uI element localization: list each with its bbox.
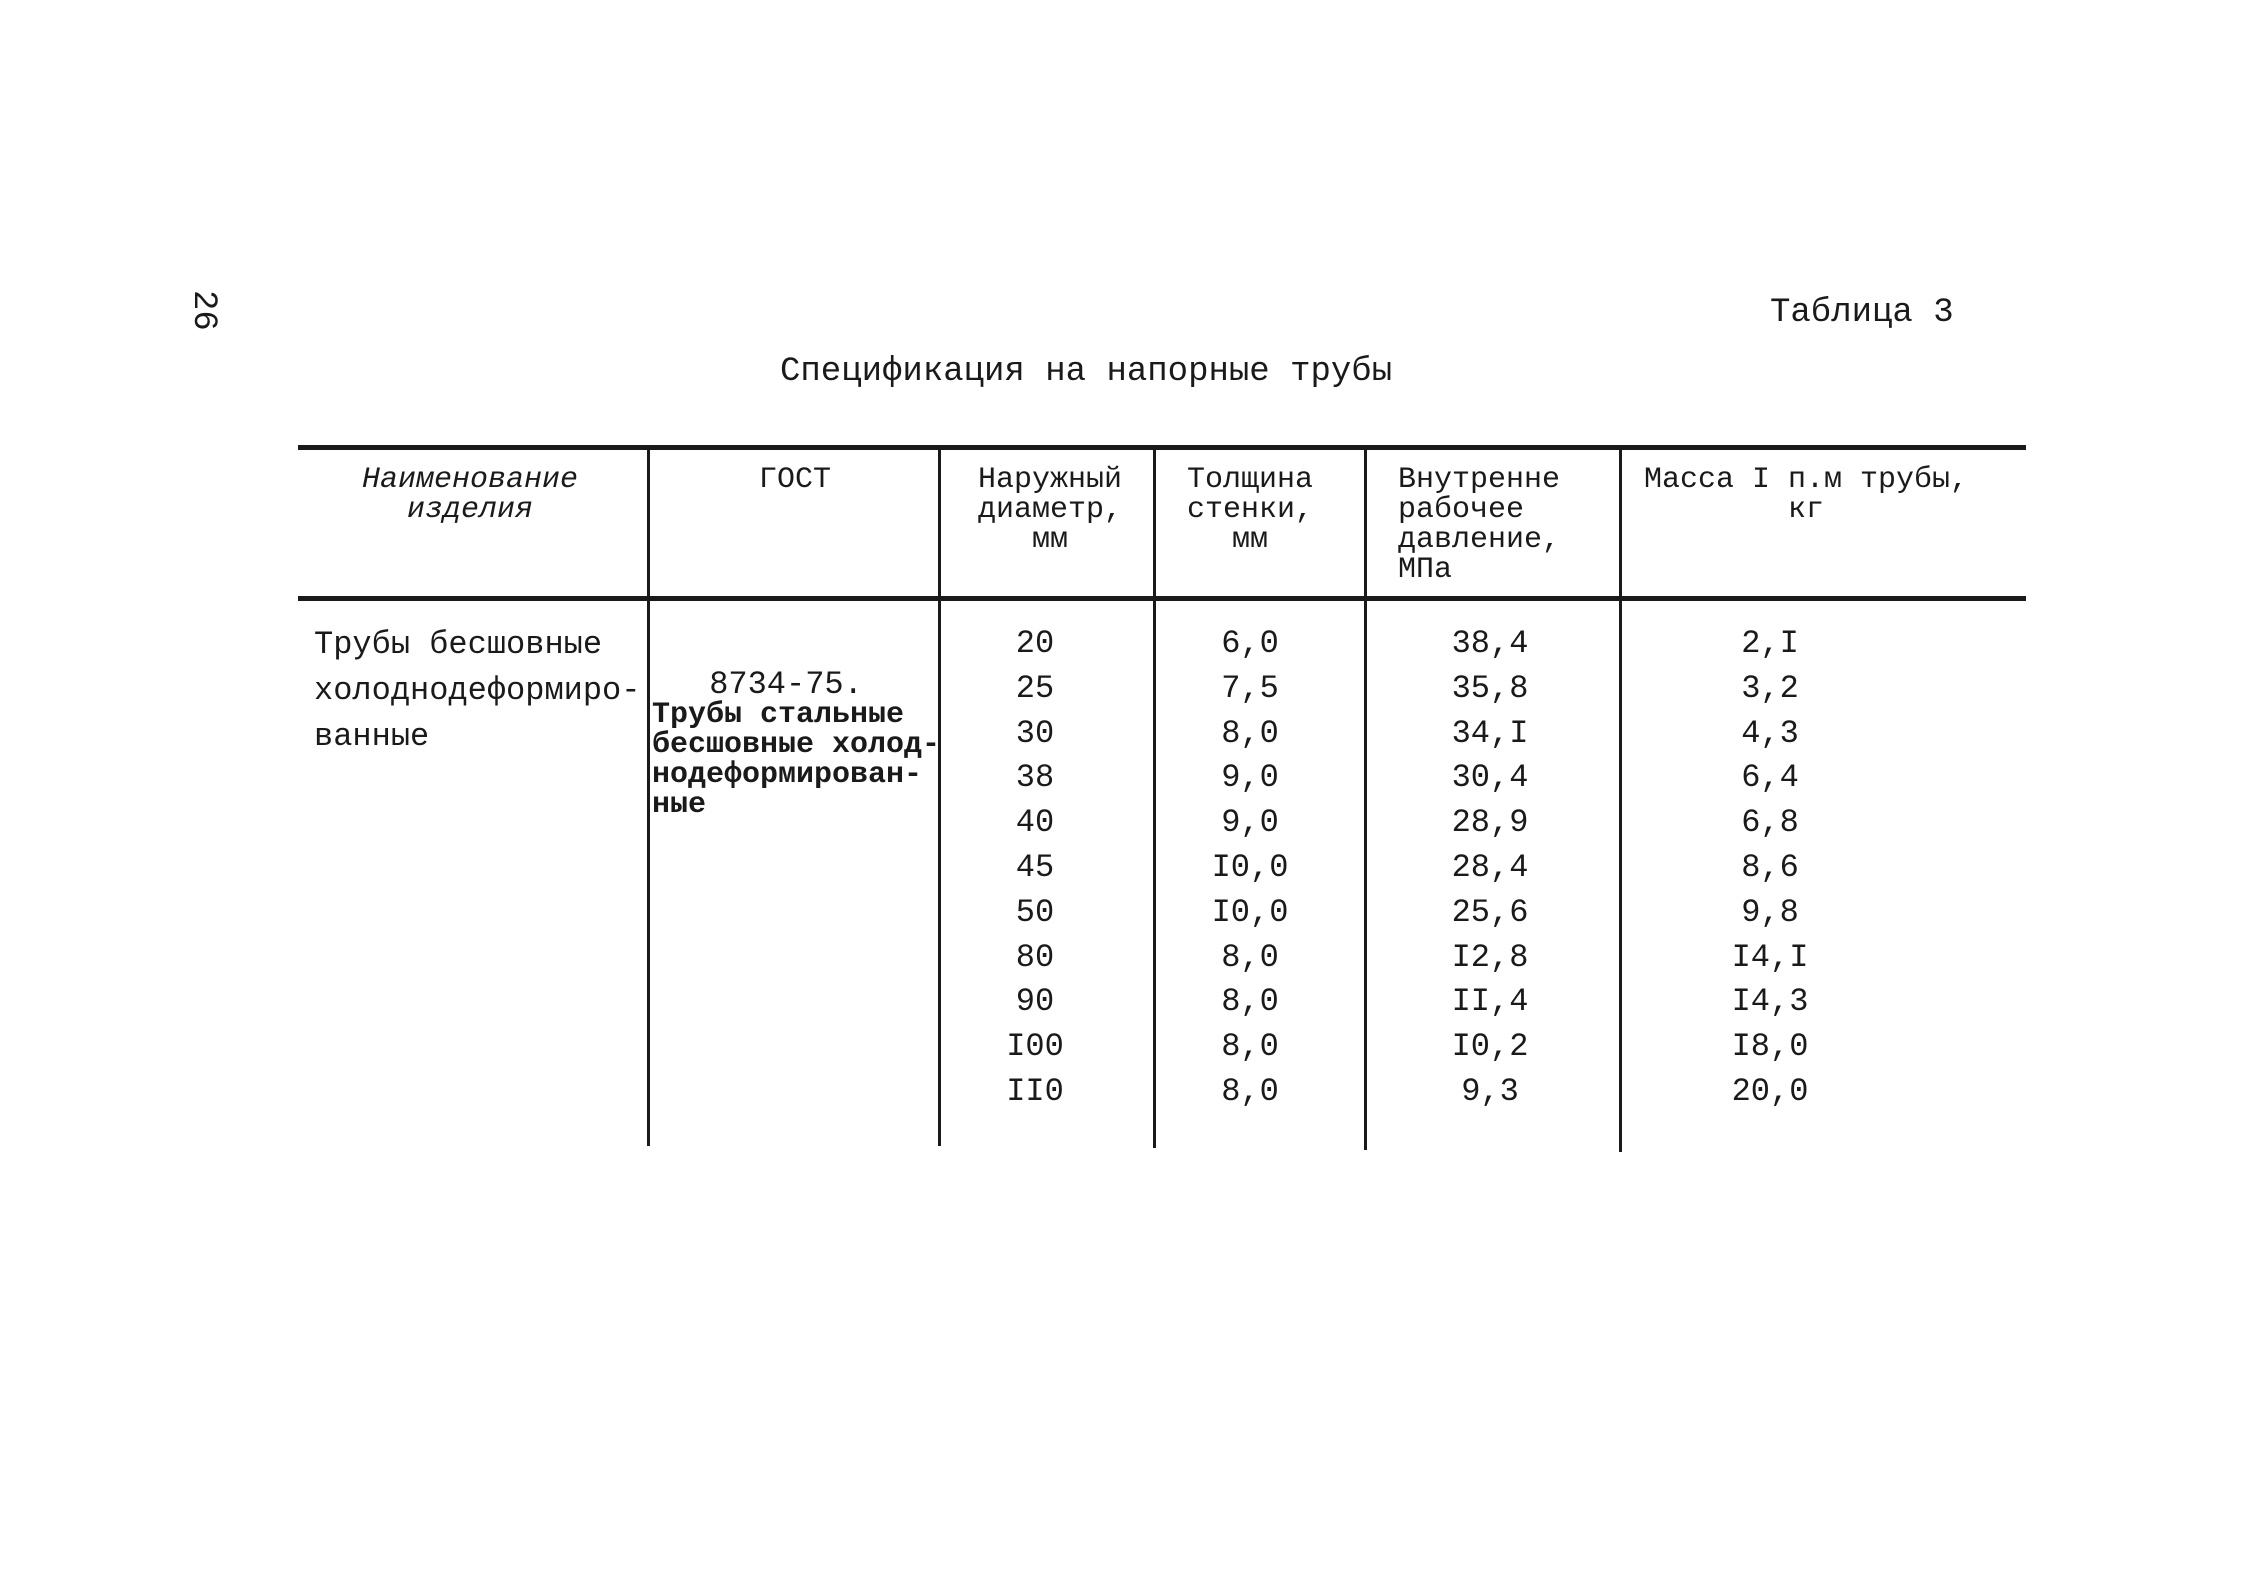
product-name-line: Трубы бесшовные <box>314 626 603 663</box>
table-cell: 9,0 <box>1221 804 1279 842</box>
page-number: 26 <box>184 290 222 331</box>
mass-column <box>1690 622 1850 1115</box>
table-cell: I4,I <box>1731 938 1809 976</box>
gost-description-line: Трубы стальные <box>652 698 905 732</box>
header-wall-thickness: Толщина стенки, мм <box>1186 463 1314 557</box>
table-cell: 8,0 <box>1221 714 1279 752</box>
table-label: Таблица 3 <box>1770 294 1954 332</box>
column-divider <box>1153 450 1156 1148</box>
table-cell: 7,5 <box>1221 669 1279 707</box>
table-cell: 8,0 <box>1221 1072 1279 1110</box>
table-cell: 2,I <box>1741 625 1799 662</box>
table-cell: 90 <box>1015 983 1055 1021</box>
table-cell: I4,3 <box>1731 983 1809 1021</box>
header-working-pressure: Внутренне рабочее давление, МПа <box>1398 463 1561 587</box>
table-cell: 28,4 <box>1451 848 1529 886</box>
table-cell: II0 <box>1006 1072 1064 1110</box>
table-cell: 6,8 <box>1741 804 1799 842</box>
table-cell: I8,0 <box>1731 1028 1809 1066</box>
table-cell: I0,0 <box>1211 893 1289 931</box>
gost-description-line: ные <box>652 788 707 822</box>
table-cell: 20,0 <box>1731 1072 1809 1110</box>
table-cell: 40 <box>1015 804 1055 842</box>
table-cell: 25 <box>1015 669 1055 707</box>
column-divider <box>1619 450 1622 1152</box>
table-cell: 9,0 <box>1221 759 1279 797</box>
table-cell: 8,0 <box>1221 983 1279 1021</box>
header-product-name: Наименование изделия <box>361 463 579 527</box>
table-cell: 6,4 <box>1741 759 1799 797</box>
product-name-line: холоднодеформиро- <box>314 672 641 709</box>
page-title: Спецификация на напорные трубы <box>780 353 1393 391</box>
table-cell: I00 <box>1006 1028 1064 1066</box>
table-cell: 30 <box>1015 714 1055 752</box>
table-cell: 28,9 <box>1451 804 1529 842</box>
working-pressure-column <box>1390 622 1590 1115</box>
table-cell: I2,8 <box>1451 938 1529 976</box>
column-divider <box>1364 450 1367 1150</box>
table-cell: 9,3 <box>1461 1072 1519 1110</box>
table-cell: 9,8 <box>1741 893 1799 931</box>
table-cell: 20 <box>1015 625 1055 662</box>
table-cell: 8,6 <box>1741 848 1799 886</box>
table-cell: 8,0 <box>1221 1028 1279 1066</box>
table-cell: 6,0 <box>1221 625 1279 662</box>
outer-diameter-column <box>960 622 1110 1115</box>
table-cell: 30,4 <box>1451 759 1529 797</box>
table-cell: II,4 <box>1451 983 1529 1021</box>
table-cell: 34,I <box>1451 714 1529 752</box>
column-divider <box>647 450 650 1146</box>
table-cell: 50 <box>1015 893 1055 931</box>
header-outer-diameter: Наружный диаметр, мм <box>977 463 1123 557</box>
product-name-line: ванные <box>314 718 430 755</box>
gost-description <box>652 700 942 820</box>
table-cell: 4,3 <box>1741 714 1799 752</box>
table-cell: 3,2 <box>1741 669 1799 707</box>
header-gost: ГОСТ <box>758 463 831 497</box>
table-cell: 25,6 <box>1451 893 1529 931</box>
table-header-rule <box>298 596 2026 601</box>
gost-description-line: нодеформирован- <box>652 758 923 792</box>
table-cell: 8,0 <box>1221 938 1279 976</box>
table-top-rule <box>298 445 2026 450</box>
gost-description-line: бесшовные холод- <box>652 728 941 762</box>
table-cell: 80 <box>1015 938 1055 976</box>
table-cell: 38 <box>1015 759 1055 797</box>
table-cell: 38,4 <box>1451 625 1529 662</box>
table-cell: 35,8 <box>1451 669 1529 707</box>
wall-thickness-column <box>1170 622 1330 1115</box>
product-name-cell <box>314 622 644 760</box>
gost-code: 8734-75. <box>709 666 863 703</box>
table-cell: I0,0 <box>1211 848 1289 886</box>
table-cell: I0,2 <box>1451 1028 1529 1066</box>
header-mass: Масса I п.м трубы, кг <box>1643 463 1969 527</box>
table-cell: 45 <box>1015 848 1055 886</box>
